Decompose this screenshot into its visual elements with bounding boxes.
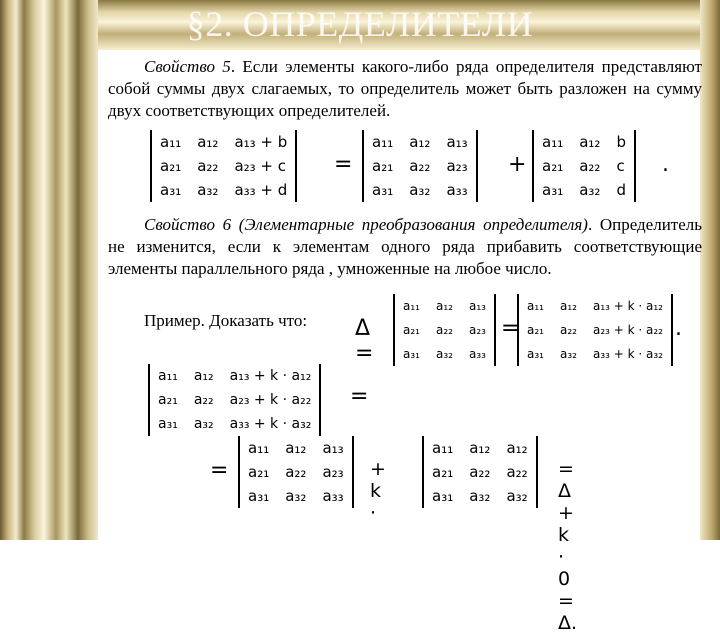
matrix-row [533, 154, 635, 178]
matrix-cell: a₁₂ [285, 439, 307, 457]
matrix-cell: a₂₁ [403, 323, 420, 337]
decorative-frame-left [0, 0, 98, 540]
matrix-row [151, 178, 296, 202]
matrix-cell: a₃₂ [559, 347, 577, 361]
matrix-cell: a₃₁ [432, 487, 454, 505]
matrix-row [363, 178, 477, 202]
matrix-row [518, 318, 672, 342]
matrix-cell: a₂₁ [432, 463, 454, 481]
matrix-cell: a₃₁ [158, 416, 178, 432]
matrix-row [239, 436, 353, 460]
matrix-cell: a₂₂ [559, 323, 577, 337]
matrix-cell: a₂₁ [527, 323, 544, 337]
property-6-paragraph [108, 214, 702, 280]
matrix-cell: a₃₂ [469, 487, 491, 505]
matrix-cell: a₁₃ + k · a₁₂ [229, 368, 312, 384]
matrix-cell: c [616, 157, 625, 175]
matrix-cell: a₃₃ + k · a₃₂ [229, 416, 312, 432]
determinant-b [532, 130, 636, 202]
matrix-cell: a₁₁ [403, 299, 420, 313]
matrix-cell: a₃₂ [193, 416, 214, 432]
matrix-cell: a₃₂ [506, 487, 528, 505]
matrix-cell: d [616, 181, 626, 199]
determinant-delta [393, 294, 496, 366]
matrix-cell: a₁₂ [506, 439, 528, 457]
determinant-zero [422, 436, 538, 508]
matrix-cell: a₃₁ [160, 181, 182, 199]
matrix-cell: a₂₁ [158, 392, 178, 408]
matrix-cell: a₁₃ [446, 133, 468, 151]
matrix-cell: a₃₂ [197, 181, 219, 199]
matrix-row [149, 412, 320, 436]
matrix-cell: a₁₂ [197, 133, 219, 151]
period: . [675, 316, 682, 341]
matrix-cell: a₃₃ [322, 487, 344, 505]
matrix-cell: a₁₂ [559, 299, 577, 313]
matrix-cell: a₂₃ + k · a₂₂ [592, 323, 663, 337]
equals-sign: = [350, 384, 369, 409]
example-label: Пример. Доказать что: [144, 311, 308, 330]
matrix-cell: a₃₂ [435, 347, 453, 361]
period: . [662, 152, 669, 177]
matrix-cell: a₂₂ [469, 463, 491, 481]
matrix-cell: a₁₃ + b [234, 133, 288, 151]
matrix-cell: a₂₂ [197, 157, 219, 175]
matrix-cell: a₁₁ [542, 133, 564, 151]
matrix-row [533, 130, 635, 154]
determinant-transformed [517, 294, 673, 366]
matrix-row [239, 484, 353, 508]
matrix-cell: a₂₁ [542, 157, 564, 175]
plus-k-operator: + k · [370, 458, 386, 524]
matrix-row [151, 130, 296, 154]
matrix-row [394, 318, 495, 342]
matrix-row [363, 130, 477, 154]
equals-sign: = [501, 316, 520, 341]
matrix-cell: a₂₂ [579, 157, 601, 175]
property-5-text: . Если элементы какого-либо ряда определителя представляют собой суммы двух слагаемых, то определитель может быть разложен на сумму двух соответствующих определителей. [108, 57, 702, 120]
matrix-row [423, 436, 537, 460]
matrix-cell: a₃₁ [542, 181, 564, 199]
matrix-row [151, 154, 296, 178]
matrix-cell: a₃₃ [468, 347, 486, 361]
matrix-row [423, 484, 537, 508]
matrix-cell: a₂₂ [506, 463, 528, 481]
matrix-cell: a₂₂ [435, 323, 453, 337]
matrix-row [149, 388, 320, 412]
delta-lhs: Δ = [355, 316, 374, 366]
matrix-cell: a₂₃ [468, 323, 486, 337]
matrix-row [239, 460, 353, 484]
result-expression: = Δ + k · 0 = Δ. [558, 458, 578, 634]
matrix-cell: a₁₁ [372, 133, 394, 151]
matrix-cell: a₃₃ + d [234, 181, 288, 199]
matrix-cell: a₃₁ [248, 487, 270, 505]
matrix-row [518, 342, 672, 366]
matrix-row [394, 342, 495, 366]
matrix-cell: a₃₁ [403, 347, 420, 361]
matrix-cell: a₃₂ [579, 181, 601, 199]
slide-title: §2. ОПРЕДЕЛИТЕЛИ [186, 4, 534, 44]
property-5-paragraph [108, 56, 702, 122]
matrix-cell: a₃₁ [372, 181, 394, 199]
decorative-frame-right [700, 0, 720, 540]
matrix-cell: a₂₁ [160, 157, 182, 175]
determinant-a [362, 130, 478, 202]
matrix-cell: a₁₂ [409, 133, 431, 151]
matrix-cell: a₂₃ + k · a₂₂ [229, 392, 312, 408]
property-5-label: Свойство 5 [144, 57, 231, 76]
plus-sign: + [508, 152, 527, 177]
matrix-cell: a₁₃ [468, 299, 486, 313]
matrix-cell: a₂₂ [285, 463, 307, 481]
matrix-cell: a₂₂ [409, 157, 431, 175]
matrix-cell: a₂₁ [248, 463, 270, 481]
matrix-row [363, 154, 477, 178]
matrix-cell: a₁₁ [248, 439, 270, 457]
matrix-cell: a₃₁ [527, 347, 544, 361]
matrix-cell: a₃₃ [446, 181, 468, 199]
matrix-cell: a₃₂ [285, 487, 307, 505]
determinant-transformed-left [148, 364, 321, 436]
matrix-cell: a₁₁ [527, 299, 544, 313]
determinant-delta-expanded [238, 436, 354, 508]
matrix-cell: a₁₂ [193, 368, 214, 384]
matrix-row [533, 178, 635, 202]
matrix-cell: a₂₃ + c [234, 157, 287, 175]
matrix-cell: a₂₂ [193, 392, 214, 408]
matrix-cell: a₂₃ [446, 157, 468, 175]
matrix-row [149, 364, 320, 388]
example-paragraph [108, 310, 348, 332]
matrix-cell: a₁₂ [469, 439, 491, 457]
property-6-label: Свойство 6 (Элементарные преобразования определителя) [144, 215, 588, 234]
matrix-cell: b [616, 133, 626, 151]
matrix-cell: a₁₂ [579, 133, 601, 151]
matrix-cell: a₁₃ [322, 439, 344, 457]
matrix-cell: a₁₁ [432, 439, 454, 457]
matrix-row [423, 460, 537, 484]
matrix-cell: a₂₃ [322, 463, 344, 481]
matrix-cell: a₁₁ [158, 368, 178, 384]
equals-sign: = [210, 458, 229, 483]
matrix-row [394, 294, 495, 318]
matrix-cell: a₂₁ [372, 157, 394, 175]
matrix-cell: a₁₂ [435, 299, 453, 313]
determinant-sum [150, 130, 297, 202]
matrix-row [518, 294, 672, 318]
equals-sign: = [334, 152, 353, 177]
matrix-cell: a₁₃ + k · a₁₂ [592, 299, 663, 313]
matrix-cell: a₃₂ [409, 181, 431, 199]
property-6-text: . Определитель не изменится, если к элементам одного ряда прибавить соответствующие элементы параллельного ряда , умноженные на любое число. [108, 215, 703, 278]
matrix-cell: a₁₁ [160, 133, 182, 151]
matrix-cell: a₃₃ + k · a₃₂ [592, 347, 663, 361]
